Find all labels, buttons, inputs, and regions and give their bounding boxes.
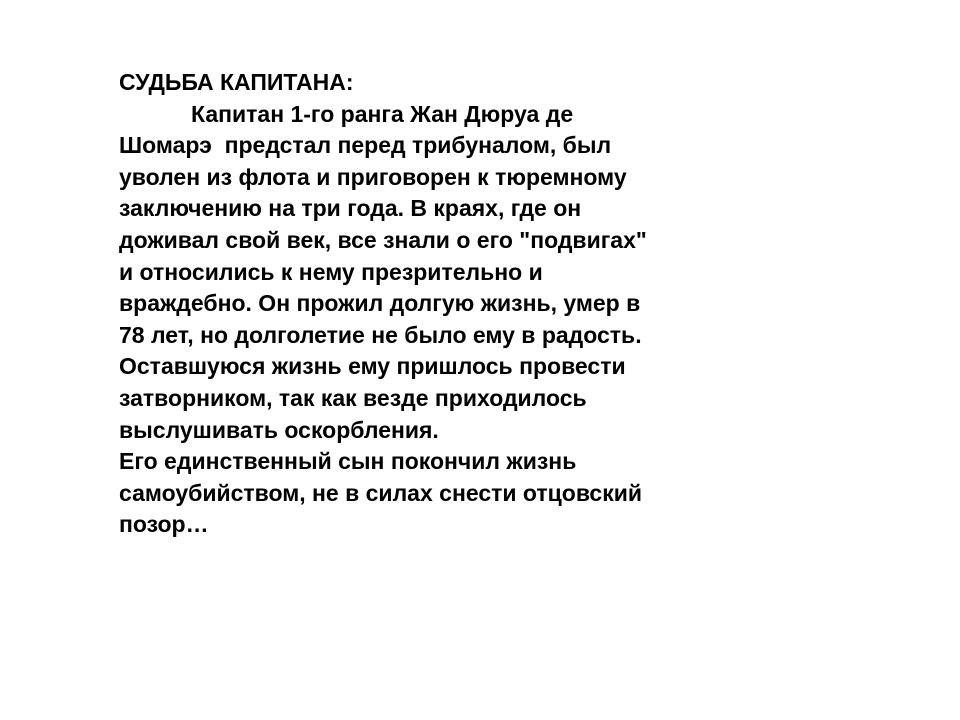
paragraph-line: уволен из флота и приговорен к тюремному (119, 163, 627, 190)
paragraph-line: 78 лет, но долголетие не было ему в радость. (119, 321, 642, 348)
paragraph-line: доживал свой век, все знали о его "подвигах" (119, 226, 647, 253)
paragraph-line: затворником, так как везде приходилось (119, 384, 587, 411)
paragraph-line: Его единственный сын покончил жизнь (119, 448, 577, 475)
paragraph-line: позор… (119, 511, 209, 538)
paragraph-line: самоубийством, не в силах снести отцовский (119, 479, 642, 506)
slide-text-block (119, 67, 759, 541)
paragraph-line: Капитан 1-го ранга Жан Дюруа де (191, 100, 574, 127)
paragraph-line: враждебно. Он прожил долгую жизнь, умер в (119, 290, 641, 317)
paragraph-line: Шомарэ предстал перед трибуналом, был (119, 132, 612, 159)
paragraph-line: Оставшуюся жизнь ему пришлось провести (119, 353, 626, 380)
paragraph-line: и относились к нему презрительно и (119, 258, 543, 285)
slide-heading: СУДЬБА КАПИТАНА: (119, 69, 354, 95)
paragraph-line: заключению на три года. В краях, где он (119, 195, 582, 222)
paragraph-line: выслушивать оскорбления. (119, 416, 439, 443)
